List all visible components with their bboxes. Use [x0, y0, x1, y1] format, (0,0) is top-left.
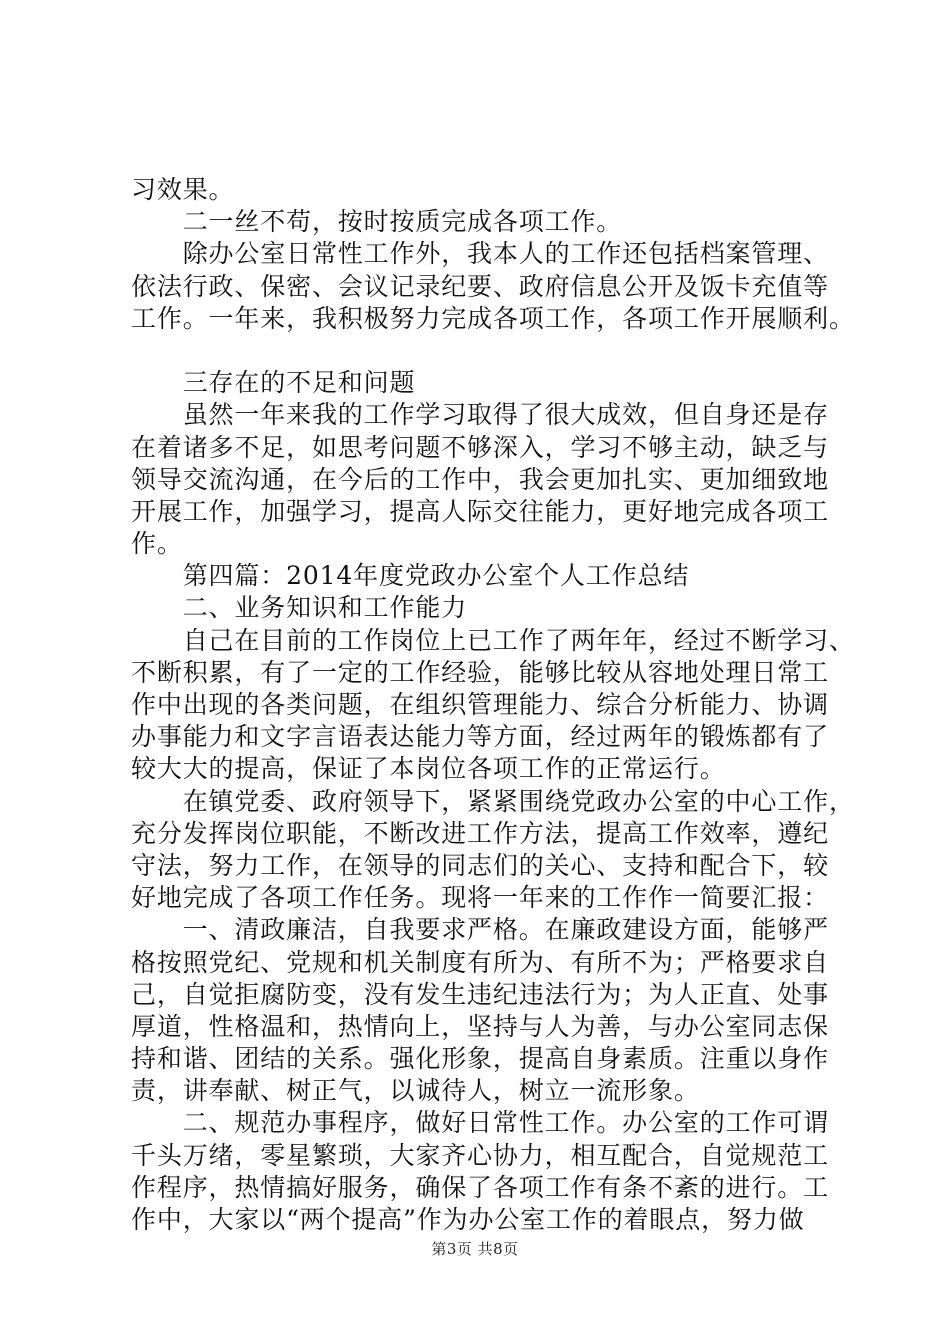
chapter-heading: 第四篇：2014年度党政办公室个人工作总结 — [131, 561, 690, 591]
text-line: 开展工作，加强学习，提高人际交往能力，更好地完成各项工 — [131, 496, 829, 526]
body-text — [131, 174, 855, 1236]
text-line: 自己在目前的工作岗位上已工作了两年年，经过不断学习、 — [131, 625, 855, 655]
text-line: 作中出现的各类问题，在组织管理能力、综合分析能力、协调 — [131, 690, 829, 719]
text-line: 较大大的提高，保证了本岗位各项工作的正常运行。 — [131, 754, 726, 784]
text-line: 作。 — [131, 529, 183, 559]
text-line: 依法行政、保密、会议记录纪要、政府信息公开及饭卡充值等 — [131, 271, 829, 301]
text-line: 格按照党纪、党规和机关制度有所为、有所不为；严格要求自 — [131, 947, 829, 977]
text-line: 不断积累，有了一定的工作经验，能够比较从容地处理日常工 — [131, 657, 829, 687]
page-number-footer: 第3页 共8页 — [431, 1240, 519, 1258]
text-line: 好地完成了各项工作任务。现将一年来的工作作一简要汇报： — [131, 883, 829, 913]
text-line: 工作。一年来，我积极努力完成各项工作，各项工作开展顺利。 — [131, 303, 855, 333]
text-line: 千头万绪，零星繁琐，大家齐心协力，相互配合，自觉规范工 — [131, 1140, 829, 1170]
text-line: 在着诸多不足，如思考问题不够深入，学习不够主动，缺乏与 — [131, 432, 829, 462]
text-line: 持和谐、团结的关系。强化形象，提高自身素质。注重以身作 — [131, 1044, 829, 1074]
text-line: 办事能力和文字言语表达能力等方面，经过两年的锻炼都有了 — [131, 722, 829, 752]
text-line: 虽然一年来我的工作学习取得了很大成效，但自身还是存 — [131, 400, 829, 430]
text-line: 守法，努力工作，在领导的同志们的关心、支持和配合下，较 — [131, 850, 829, 880]
text-line: 二、规范办事程序，做好日常性工作。办公室的工作可谓 — [131, 1108, 829, 1138]
text-line: 二一丝不苟，按时按质完成各项工作。 — [131, 207, 623, 237]
text-line: 领导交流沟通，在今后的工作中，我会更加扎实、更加细致地 — [131, 464, 829, 494]
blank-line — [131, 335, 831, 367]
text-line: 在镇党委、政府领导下，紧紧围绕党政办公室的中心工作， — [131, 786, 855, 816]
text-line: 除办公室日常性工作外，我本人的工作还包括档案管理、 — [131, 239, 829, 269]
text-line: 习效果。 — [131, 175, 235, 204]
text-line: 作程序，热情搞好服务，确保了各项工作有条不紊的进行。工 — [131, 1172, 829, 1202]
text-line: 责，讲奉献、树正气，以诚待人，树立一流形象。 — [131, 1076, 700, 1106]
section-heading: 三存在的不足和问题 — [131, 368, 416, 398]
section-heading: 二、业务知识和工作能力 — [131, 593, 468, 623]
text-line: 厚道，性格温和，热情向上，坚持与人为善，与办公室同志保 — [131, 1011, 829, 1041]
text-line: 一、清政廉洁，自我要求严格。在廉政建设方面，能够严 — [131, 915, 829, 945]
text-line: 充分发挥岗位职能，不断改进工作方法，提高工作效率，遵纪 — [131, 818, 829, 848]
text-line: 己，自觉拒腐防变，没有发生违纪违法行为；为人正直、处事 — [131, 979, 829, 1009]
text-line: 作中，大家以“两个提高”作为办公室工作的着眼点，努力做 — [131, 1205, 805, 1234]
